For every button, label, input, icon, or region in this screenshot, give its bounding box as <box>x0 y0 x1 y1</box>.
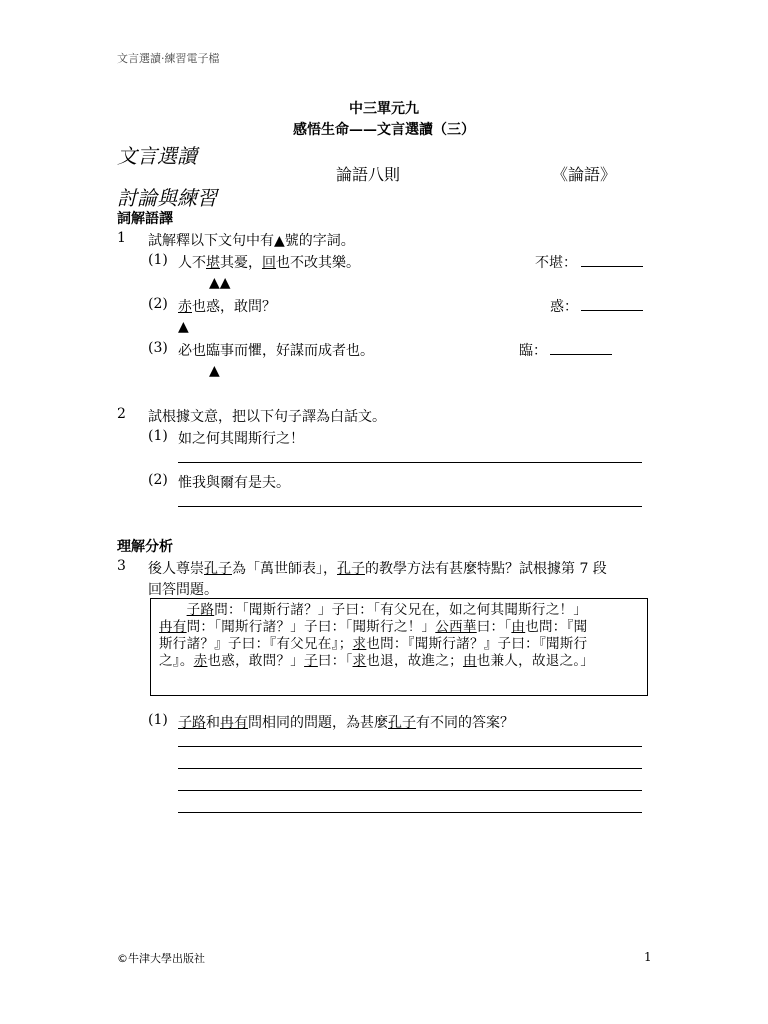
q2-item2-number: (2) <box>148 472 168 488</box>
q2-item1-number: (1) <box>148 428 168 444</box>
passage-line-2: 冉有問：「聞斯行諸？」子曰：「聞斯行之！」公西華曰：「由也問：『聞 <box>159 619 588 635</box>
q1-item3-text: 必也臨事而懼，好謀而成者也。 <box>178 343 374 359</box>
q3-sub1-answer-line-4[interactable] <box>178 812 642 813</box>
q1-item1-number: (1) <box>148 252 168 268</box>
q3-number: 3 <box>117 558 126 574</box>
q1-prompt: 試解釋以下文句中有▲號的字詞。 <box>148 233 355 249</box>
q1-item3-answer-label: 臨： <box>519 343 547 359</box>
unit-title: 中三單元九 <box>349 101 419 117</box>
q3-sub1-answer-line-3[interactable] <box>178 790 642 791</box>
q3-prompt-line2: 回答問題。 <box>148 582 218 598</box>
q1-item2-number: (2) <box>148 296 168 312</box>
q3-sub1-answer-line-2[interactable] <box>178 768 642 769</box>
part1-heading: 詞解語譯 <box>117 211 173 227</box>
q3-sub1-answer-line-1[interactable] <box>178 746 642 747</box>
passage-box <box>150 598 648 696</box>
q1-number: 1 <box>117 230 126 246</box>
q3-sub1-number: (1) <box>148 712 168 728</box>
q2-item2-text: 惟我與爾有是夫。 <box>178 475 290 491</box>
lesson-title: 論語八則 <box>336 165 401 184</box>
q1-item1-text: 人不堪其憂，回也不改其樂。 <box>178 255 360 271</box>
q3-prompt: 後人尊崇孔子為「萬世師表」，孔子的教學方法有甚麼特點？試根據第 7 段 <box>148 561 607 577</box>
q1-item2-text: 赤也惑，敢問？ <box>178 299 276 315</box>
q1-item1-answer-label: 不堪： <box>535 255 577 271</box>
page-number: 1 <box>644 950 652 964</box>
q3-sub1-text: 子路和冉有問相同的問題，為甚麼孔子有不同的答案？ <box>178 715 514 731</box>
section-subtitle: 討論與練習 <box>117 186 217 210</box>
q1-item1-answer-line[interactable] <box>581 266 643 267</box>
q1-item3-marks: ▲ <box>209 363 220 379</box>
q1-item2-answer-label: 惑： <box>550 299 578 315</box>
part2-heading: 理解分析 <box>117 539 173 555</box>
q2-number: 2 <box>117 406 126 422</box>
q2-prompt: 試根據文意，把以下句子譯為白話文。 <box>148 409 386 425</box>
section-name: 文言選讀 <box>117 144 197 168</box>
lesson-source: 《論語》 <box>552 165 617 184</box>
q1-item3-answer-line[interactable] <box>550 354 612 355</box>
q1-item3-number: (3) <box>148 340 168 356</box>
passage-line-4: 之』。赤也惑，敢問？」子曰：「求也退，故進之；由也兼人，故退之。」 <box>159 653 595 669</box>
q2-item2-answer-line[interactable] <box>178 506 642 507</box>
passage-line-1: 子路問：「聞斯行諸？」子曰：「有父兄在，如之何其聞斯行之！」 <box>186 602 588 618</box>
q1-item1-marks: ▲▲ <box>209 275 231 291</box>
running-header: 文言選讀‧練習電子檔 <box>117 52 220 65</box>
unit-subtitle: 感悟生命——文言選讀（三） <box>293 122 475 138</box>
q1-item2-answer-line[interactable] <box>581 310 643 311</box>
q2-item1-text: 如之何其聞斯行之！ <box>178 431 304 447</box>
footer-publisher: ©牛津大學出版社 <box>117 952 205 965</box>
q1-item2-marks: ▲ <box>178 319 189 335</box>
passage-line-3: 斯行諸？』子曰：『有父兄在』；求也問：『聞斯行諸？』子曰：『聞斯行 <box>159 636 588 652</box>
q2-item1-answer-line[interactable] <box>178 462 642 463</box>
